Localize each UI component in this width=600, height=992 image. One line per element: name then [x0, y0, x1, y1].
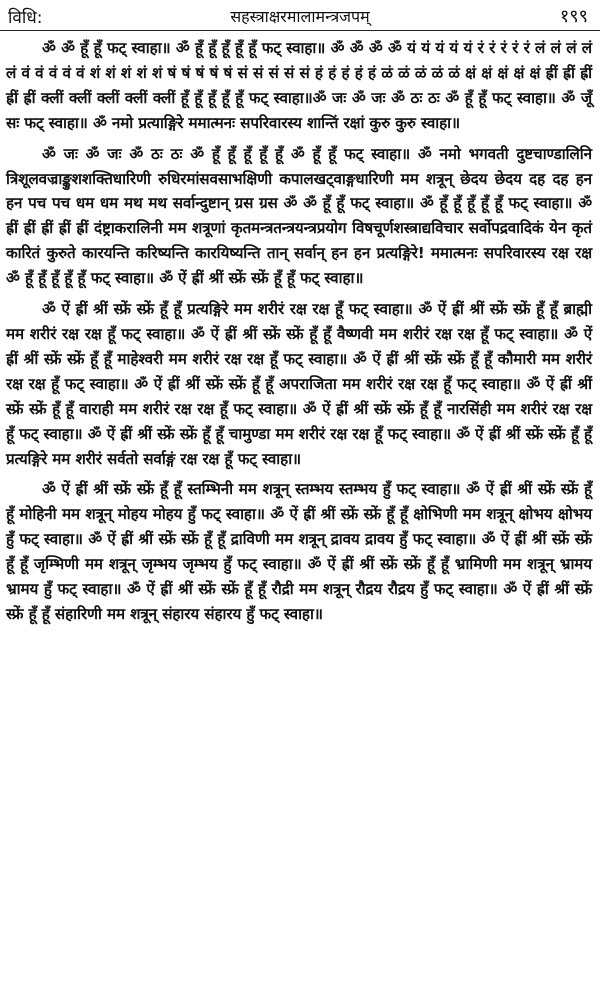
page-header	[0, 0, 600, 31]
paragraph-4: ॐ ऐं ह्रीं श्रीं स्फ्रें स्फ्रें हूँ हूँ स्तम्भिनी मम शत्रून् स्तम्भय स्तम्भय हुँ फट् स्वाहा॥ ॐ ऐं ह्रीं श्रीं स्फ्रें स्फ्रें हूँ हूँ मोहिनी मम शत्रून् मोहय मोहय हुँ फट् स्वाहा॥ ॐ ऐं ह्रीं श्रीं स्फ्रें स्फ्रें हूँ हूँ क्षोभिणी मम शत्रून् क्षोभय क्षोभय हुँ फट् स्वाहा॥ ॐ ऐं ह्रीं श्रीं स्फ्रें स्फ्रें हूँ हूँ द्राविणी मम शत्रून् द्रावय द्रावय हुँ फट् स्वाहा॥ ॐ ऐं ह्रीं श्रीं स्फ्रें स्फ्रें हूँ हूँ जृम्भिणी मम शत्रून् जृम्भय जृम्भय हुँ फट् स्वाहा॥ ॐ ऐं ह्रीं श्रीं स्फ्रें स्फ्रें हूँ हूँ भ्रामिणी मम शत्रून् भ्रामय भ्रामय हुँ फट् स्वाहा॥ ॐ ऐं ह्रीं श्रीं स्फ्रें स्फ्रें हूँ हूँ रौद्री मम शत्रून् रौद्रय रौद्रय हुँ फट् स्वाहा॥ ॐ ऐं ह्रीं श्रीं स्फ्रें स्फ्रें हूँ हूँ संहारिणी मम शत्रून् संहारय संहारय हुँ फट् स्वाहा॥	[6, 480, 592, 623]
body-text	[6, 36, 592, 633]
page-number: १९९	[559, 6, 588, 27]
header-title: सहस्त्राक्षरमालामन्त्रजपम्	[230, 7, 370, 26]
header-section-label: विधि:	[8, 8, 43, 28]
paragraph-3: ॐ ऐं ह्रीं श्रीं स्फ्रें स्फ्रें हूँ हूँ प्रत्यङ्गिरे मम शरीरं रक्ष रक्ष हूँ फट् स्वाहा॥ ॐ ऐं ह्रीं श्रीं स्फ्रें स्फ्रें हूँ हूँ ब्राह्मी मम शरीरं रक्ष रक्ष हूँ फट् स्वाहा॥ ॐ ऐं ह्रीं श्रीं स्फ्रें स्फ्रें हूँ हूँ वैष्णवी मम शरीरं रक्ष रक्ष हूँ फट् स्वाहा॥ ॐ ऐं ह्रीं श्रीं स्फ्रें स्फ्रें हूँ हूँ माहेश्वरी मम शरीरं रक्ष रक्ष हूँ फट् स्वाहा॥ ॐ ऐं ह्रीं श्रीं स्फ्रें स्फ्रें हूँ हूँ कौमारी मम शरीरं रक्ष रक्ष हूँ फट् स्वाहा॥ ॐ ऐं ह्रीं श्रीं स्फ्रें स्फ्रें हूँ हूँ अपराजिता मम शरीरं रक्ष रक्ष हूँ फट् स्वाहा॥ ॐ ऐं ह्रीं श्रीं स्फ्रें स्फ्रें हूँ हूँ वाराही मम शरीरं रक्ष रक्ष हूँ फट् स्वाहा॥ ॐ ऐं ह्रीं श्रीं स्फ्रें स्फ्रें हूँ हूँ नारसिंही मम शरीरं रक्ष रक्ष हूँ फट् स्वाहा॥ ॐ ऐं ह्रीं श्रीं स्फ्रें स्फ्रें हूँ हूँ चामुण्डा मम शरीरं रक्ष रक्ष हूँ फट् स्वाहा॥ ॐ ऐं ह्रीं श्रीं स्फ्रें स्फ्रें हूँ हूँ प्रत्यङ्गिरे मम शरीरं सर्वतो सर्वाङ्गं रक्ष रक्ष हूँ फट् स्वाहा॥	[6, 300, 592, 468]
paragraph-1: ॐ ॐ हूँ हूँ फट् स्वाहा॥ ॐ हूँ हूँ हूँ हूँ हूँ फट् स्वाहा॥ ॐ ॐ ॐ ॐ यं यं यं यं यं रं रं रं रं रं लं लं लं लं लं वं वं वं वं वं शं शं शं शं शं षं षं षं षं षं सं सं सं सं सं हं हं हं हं हं ळं ळं ळं ळं ळं क्षं क्षं क्षं क्षं क्षं ह्रीं ह्रीं ह्रीं ह्रीं ह्रीं क्लीं क्लीं क्लीं क्लीं क्लीं हूँ हूँ हूँ हूँ हूँ फट् स्वाहा॥ॐ जः ॐ जः ॐ ठः ठः ॐ हूँ हूँ फट् स्वाहा॥ ॐ जूँ सः फट् स्वाहा॥ ॐ नमो प्रत्याङ्गिरे ममात्मनः सपरिवारस्य शान्तिं रक्षां कुरु कुरु स्वाहा॥	[6, 39, 592, 132]
paragraph-2: ॐ जः ॐ जः ॐ ठः ठः ॐ हूँ हूँ हूँ हूँ हूँ ॐ हूँ हूँ फट् स्वाहा॥ ॐ नमो भगवती दुष्टचाण्डालिनि त्रिशूलवज्राङ्कुशशक्तिधारिणी रुधिरमांसवसाभक्षिणी कपालखट्वाङ्गधारिणी मम शत्रून् छेदय छेदय दह दह हन हन पच पच धम धम मथ मथ सर्वान्दुष्टान् ग्रस ग्रस ॐ ॐ हूँ हूँ फट् स्वाहा॥ ॐ हूँ हूँ हूँ हूँ हूँ फट् स्वाहा॥ ॐ ह्रीं ह्रीं ह्रीं ह्रीं ह्रीं दंष्ट्राकरालिनी मम शत्रूणां कृतमन्त्रतन्त्रयन्त्रप्रयोग विषचूर्णशस्त्राद्यविचार सर्वोपद्रवादिकं येन कृतं कारितं कुरुते कारयन्ति करिष्यन्ति कारयिष्यन्ति तान् सर्वान् हन हन प्रत्यङ्गिरे! ममात्मनः सपरिवारस्य रक्ष रक्ष ॐ हूँ हूँ हूँ हूँ हूँ फट् स्वाहा॥ ॐ ऐं ह्रीं श्रीं स्फ्रें स्फ्रें हूँ हूँ फट् स्वाहा॥	[6, 144, 592, 288]
